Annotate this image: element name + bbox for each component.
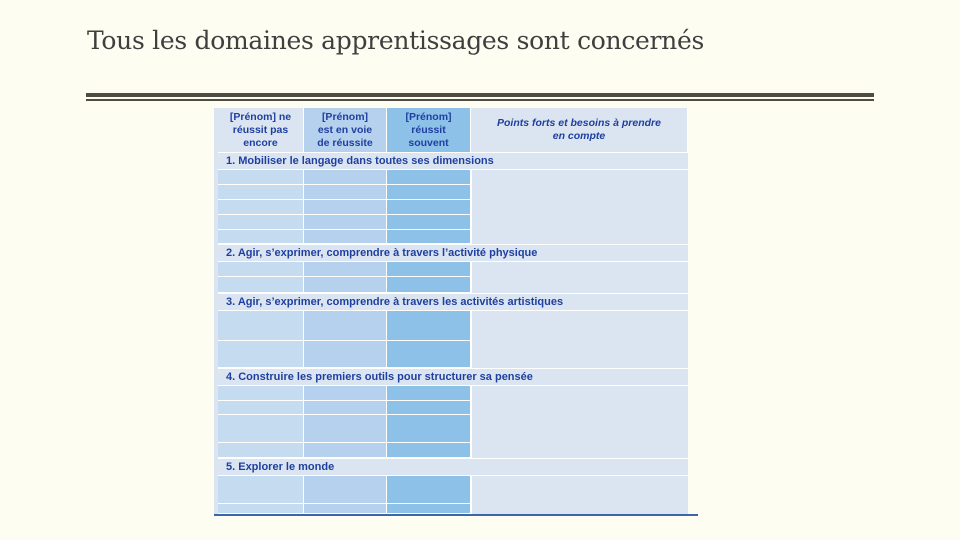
header-often-succeeds: [Prénom] réussit souvent [387,108,471,152]
notes-cell[interactable] [471,311,688,368]
header-strengths-needs: Points forts et besoins à prendre en compte [471,108,688,152]
slide-title: Tous les domaines apprentissages sont concernés [87,26,705,55]
title-divider-thick [86,93,874,97]
notes-cell[interactable] [471,386,688,458]
table-margin [688,108,698,514]
notes-cell[interactable] [471,476,688,514]
section-title: 5. Explorer le monde [218,458,688,476]
title-divider-thin [86,99,874,101]
assessment-table [214,108,698,516]
notes-cell[interactable] [471,170,688,244]
section-title: 3. Agir, s’exprimer, comprendre à travers les activités artistiques [218,293,688,311]
notes-cell[interactable] [471,262,688,293]
section-title: 4. Construire les premiers outils pour structurer sa pensée [218,368,688,386]
section-title: 2. Agir, s’exprimer, comprendre à travers l’activité physique [218,244,688,262]
header-in-progress: [Prénom] est en voie de réussite [304,108,387,152]
header-not-yet: [Prénom] ne réussit pas encore [218,108,304,152]
section-title: 1. Mobiliser le langage dans toutes ses dimensions [218,152,688,170]
